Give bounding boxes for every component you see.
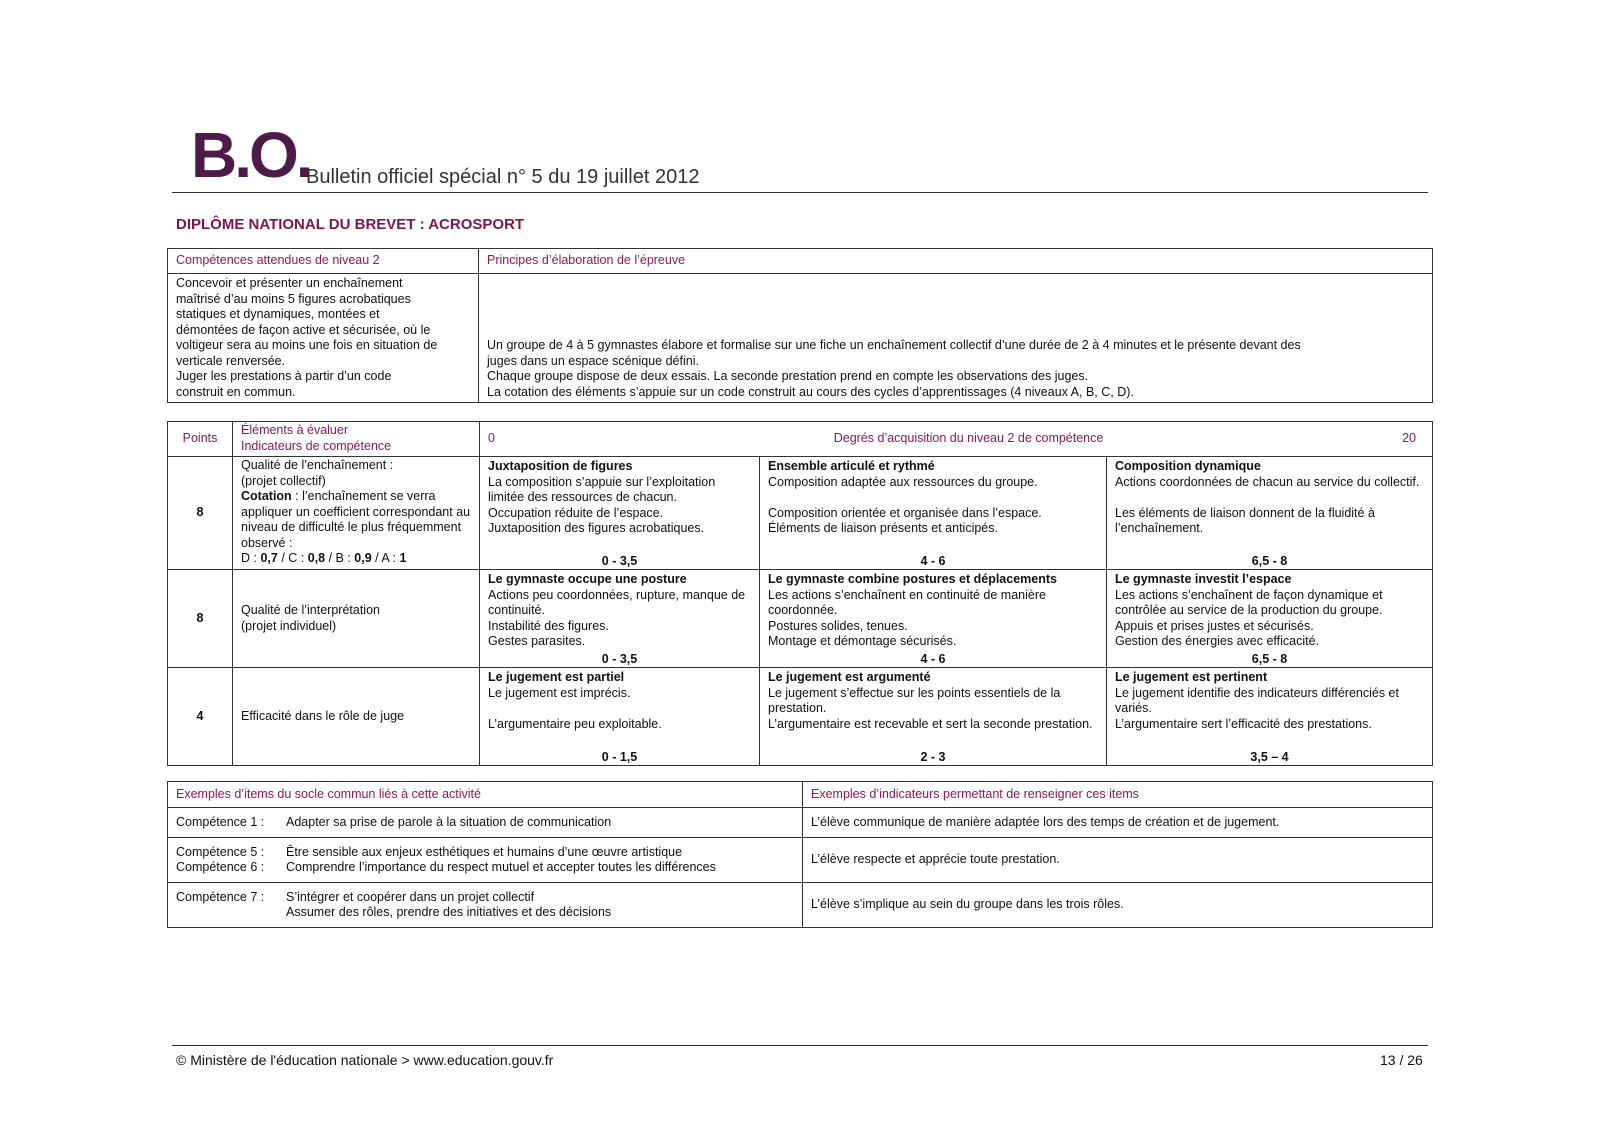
cotation-label: Cotation <box>241 489 292 503</box>
level-title: Composition dynamique <box>1115 459 1261 473</box>
level-cell <box>480 668 760 766</box>
table-row <box>168 838 1433 883</box>
table-row <box>168 570 1433 668</box>
level-line: Gestion des énergies avec efficacité. <box>1115 634 1320 648</box>
level-title: Le jugement est argumenté <box>768 670 931 684</box>
principe-line: La cotation des éléments s’appuie sur un code construit au cours des cycles d’apprentissages (4 niveaux A, B, C, D). <box>487 384 1134 399</box>
indicator-cell: L’élève respecte et apprécie toute prestation. <box>803 838 1433 883</box>
items-cell <box>168 808 803 838</box>
level-line: Composition adaptée aux ressources du groupe. <box>768 474 1038 489</box>
principe-line: Un groupe de 4 à 5 gymnastes élabore et formalise sur une fiche un enchaînement collectif d’une durée de 2 à 4 minutes et le présente devant des <box>487 338 1301 352</box>
elements-header-line2: Indicateurs de compétence <box>241 438 392 453</box>
level-cell <box>1107 570 1433 668</box>
evaluation-table <box>167 421 1433 766</box>
competence-line: construit en commun. <box>176 384 296 399</box>
level-cell <box>480 457 760 570</box>
competence-line: Juger les prestations à partir d’un code <box>176 369 392 383</box>
scale-min: 0 <box>488 431 495 446</box>
competence-text: Être sensible aux enjeux esthétiques et humains d’une œuvre artistique <box>286 844 683 859</box>
competence-label: Compétence 5 : <box>176 844 265 859</box>
competence-line: statiques et dynamiques, montées et <box>176 307 380 321</box>
scale-max: 20 <box>1402 431 1417 446</box>
competence-line: verticale renversée. <box>176 353 286 368</box>
level-line: Instabilité des figures. <box>488 618 609 633</box>
level-score: 4 - 6 <box>920 553 946 568</box>
table-row <box>168 668 1433 766</box>
page-title: DIPLÔME NATIONAL DU BREVET : ACROSPORT <box>176 216 525 233</box>
level-line: Composition orientée et organisée dans l’espace. <box>768 505 1042 520</box>
level-line: Actions peu coordonnées, rupture, manque de continuité. <box>488 587 746 617</box>
criterion-cell <box>233 668 480 766</box>
footer-divider <box>172 1045 1428 1046</box>
coef-label: D : <box>241 551 261 565</box>
coef-value: 1 <box>399 551 407 565</box>
level-score: 0 - 3,5 <box>601 651 638 666</box>
points-value: 8 <box>168 570 233 668</box>
items-header: Exemples d’items du socle commun liés à cette activité <box>168 782 803 808</box>
competence-label: Compétence 7 : <box>176 889 265 904</box>
level-line: Occupation réduite de l’espace. <box>488 505 664 520</box>
level-score: 0 - 1,5 <box>601 749 638 764</box>
coefficients <box>241 551 471 567</box>
criterion-line: Qualité de l’interprétation <box>241 603 380 617</box>
level-title: Juxtaposition de figures <box>488 459 633 473</box>
footer-copyright: © Ministère de l'éducation nationale > www.education.gouv.fr <box>176 1052 554 1068</box>
level-line: Éléments de liaison présents et anticipés. <box>768 521 998 535</box>
level-line: Actions coordonnées de chacun au service du collectif. <box>1115 474 1420 489</box>
competence-line: Concevoir et présenter un enchaînement <box>176 276 403 290</box>
cotation-text <box>241 489 471 551</box>
level-cell <box>760 668 1107 766</box>
level-line: Les actions s’enchaînent de façon dynamique et contrôlée au service de la production du groupe. <box>1115 587 1383 617</box>
competence-label: Compétence 6 : <box>176 860 265 874</box>
level-spacer <box>488 701 751 717</box>
criterion-line: Qualité de l’enchaînement : <box>241 458 394 472</box>
competence-text: Adapter sa prise de parole à la situation de communication <box>286 814 612 829</box>
principes-header: Principes d’élaboration de l’épreuve <box>479 249 1433 274</box>
criterion-line: Efficacité dans le rôle de juge <box>241 708 405 723</box>
level-line: L’argumentaire peu exploitable. <box>488 716 662 731</box>
level-score: 4 - 6 <box>920 651 946 666</box>
coef-label: / C : <box>277 551 308 565</box>
level-spacer <box>1115 490 1424 506</box>
bo-logo: B.O. <box>191 119 311 191</box>
indicator-cell: L’élève s’implique au sein du groupe dans les trois rôles. <box>803 883 1433 928</box>
indicators-header: Exemples d’indicateurs permettant de renseigner ces items <box>803 782 1433 808</box>
level-score: 0 - 3,5 <box>601 553 638 568</box>
level-line: Gestes parasites. <box>488 634 586 648</box>
coef-value: 0,7 <box>260 551 278 565</box>
competence-text: Assumer des rôles, prendre des initiatives et des décisions <box>286 905 612 919</box>
table-row <box>168 883 1433 928</box>
level-title: Le gymnaste investit l’espace <box>1115 572 1292 586</box>
table-row <box>168 808 1433 838</box>
degres-label: Degrés d’acquisition du niveau 2 de compétence <box>833 431 1104 446</box>
principe-line: juges dans un espace scénique défini. <box>487 353 699 368</box>
coef-value: 0,9 <box>354 551 372 565</box>
level-line: Les éléments de liaison donnent de la fluidité à l’enchaînement. <box>1115 505 1375 535</box>
competence-line: démontées de façon active et sécurisée, où le <box>176 322 431 337</box>
coef-label: / A : <box>371 551 400 565</box>
page-number: 13 / 26 <box>1380 1052 1423 1068</box>
elements-header-line1: Éléments à évaluer <box>241 423 349 437</box>
items-cell <box>168 838 803 883</box>
competences-cell <box>168 274 479 403</box>
criterion-line: (projet individuel) <box>241 618 337 633</box>
socle-table <box>167 781 1433 928</box>
level-score: 6,5 - 8 <box>1251 553 1288 568</box>
level-line: Postures solides, tenues. <box>768 618 908 633</box>
level-line: L’argumentaire sert l’efficacité des prestations. <box>1115 716 1372 731</box>
points-value: 4 <box>168 668 233 766</box>
criterion-line: (projet collectif) <box>241 473 326 488</box>
points-value: 8 <box>168 457 233 570</box>
level-line: Appuis et prises justes et sécurisés. <box>1115 618 1314 633</box>
level-title: Le gymnaste occupe une posture <box>488 572 687 586</box>
level-cell <box>760 457 1107 570</box>
competences-table <box>167 248 1433 403</box>
header-divider <box>172 192 1428 193</box>
items-cell <box>168 883 803 928</box>
coef-value: 0,8 <box>307 551 326 565</box>
level-line: Le jugement identifie des indicateurs différenciés et variés. <box>1115 685 1399 715</box>
level-cell <box>1107 668 1433 766</box>
elements-header <box>233 422 480 457</box>
indicator-cell: L’élève communique de manière adaptée lors des temps de création et de jugement. <box>803 808 1433 838</box>
competence-text: S’intégrer et coopérer dans un projet collectif <box>286 889 535 904</box>
level-line: Montage et démontage sécurisés. <box>768 634 957 648</box>
level-score: 3,5 – 4 <box>1250 749 1289 764</box>
criterion-cell <box>233 570 480 668</box>
level-title: Le jugement est pertinent <box>1115 670 1268 684</box>
level-title: Le jugement est partiel <box>488 670 625 684</box>
competence-label: Compétence 1 : <box>176 814 265 829</box>
level-cell <box>1107 457 1433 570</box>
principe-line: Chaque groupe dispose de deux essais. La seconde prestation prend en compte les observations des juges. <box>487 369 1089 383</box>
points-header: Points <box>168 422 233 457</box>
level-line: Les actions s’enchaînent en continuité de manière coordonnée. <box>768 587 1046 617</box>
level-line: Le jugement est imprécis. <box>488 685 631 700</box>
level-line: Le jugement s’effectue sur les points essentiels de la prestation. <box>768 685 1061 715</box>
level-cell <box>480 570 760 668</box>
criterion-cell <box>233 457 480 570</box>
bulletin-title: Bulletin officiel spécial n° 5 du 19 juillet 2012 <box>306 166 700 188</box>
table-row <box>168 457 1433 570</box>
competence-text: Comprendre l’importance du respect mutuel et accepter toutes les différences <box>286 860 716 874</box>
competence-line: voltigeur sera au moins une fois en situation de <box>176 338 438 352</box>
coef-label: / B : <box>325 551 355 565</box>
level-title: Ensemble articulé et rythmé <box>768 459 935 473</box>
level-line: La composition s’appuie sur l’exploitation limitée des ressources de chacun. <box>488 474 716 504</box>
level-line: L’argumentaire est recevable et sert la seconde prestation. <box>768 716 1093 731</box>
level-cell <box>760 570 1107 668</box>
degres-header <box>480 422 1433 457</box>
level-score: 6,5 - 8 <box>1251 651 1288 666</box>
competences-header: Compétences attendues de niveau 2 <box>168 249 479 274</box>
competence-line: maîtrisé d’au moins 5 figures acrobatiques <box>176 291 411 306</box>
level-spacer <box>768 490 1098 506</box>
principes-cell <box>479 274 1433 403</box>
level-line: Juxtaposition des figures acrobatiques. <box>488 521 705 535</box>
level-score: 2 - 3 <box>920 749 946 764</box>
cotation-desc: : l’enchaînement se verra appliquer un coefficient correspondant au niveau de difficulté le plus fréquemment observé : <box>241 489 471 550</box>
level-title: Le gymnaste combine postures et déplacements <box>768 572 1057 586</box>
